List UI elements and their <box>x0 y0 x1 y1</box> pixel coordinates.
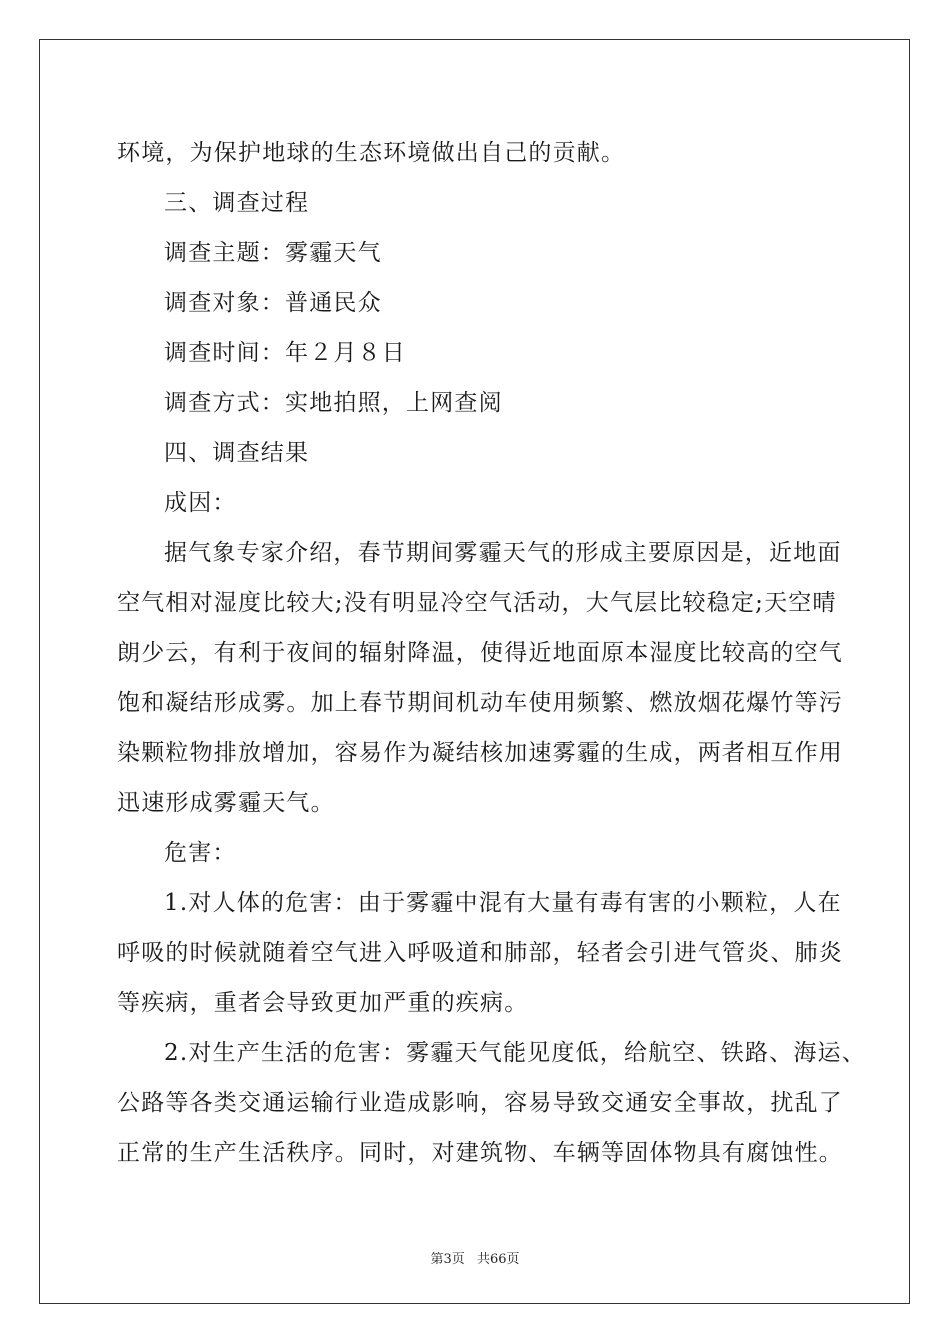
section-heading: 四、调查结果 <box>164 440 310 466</box>
text-line: 饱和凝结形成雾。加上春节期间机动车使用频繁、燃放烟花爆竹等污 <box>117 690 843 716</box>
text-line: 公路等各类交通运输行业造成影响，容易导致交通安全事故，扰乱了 <box>117 1090 843 1116</box>
page-number: 第3页 <box>430 1252 465 1267</box>
page-footer <box>0 1248 950 1267</box>
survey-topic: 调查主题：雾霾天气 <box>164 240 382 266</box>
subheading-causes: 成因： <box>164 490 237 516</box>
document-body <box>117 128 866 1178</box>
text-line: 等疾病，重者会导致更加严重的疾病。 <box>117 990 529 1016</box>
text-line: 环境，为保护地球的生态环境做出自己的贡献。 <box>117 140 626 166</box>
text-line: 染颗粒物排放增加，容易作为凝结核加速雾霾的生成，两者相互作用 <box>117 740 843 766</box>
page-total: 共66页 <box>476 1252 520 1267</box>
survey-date: 调查时间：年２月８日 <box>164 340 406 366</box>
text-line: 空气相对湿度比较大;没有明显冷空气活动，大气层比较稳定;天空晴 <box>117 590 837 616</box>
text-line: 2.对生产生活的危害：雾霾天气能见度低，给航空、铁路、海运、 <box>164 1040 866 1066</box>
text-line: 朗少云，有利于夜间的辐射降温，使得近地面原本湿度比较高的空气 <box>117 640 843 666</box>
text-line: 呼吸的时候就随着空气进入呼吸道和肺部，轻者会引进气管炎、肺炎 <box>117 940 843 966</box>
survey-subject: 调查对象：普通民众 <box>164 290 382 316</box>
text-line: 据气象专家介绍，春节期间雾霾天气的形成主要原因是，近地面 <box>164 540 842 566</box>
text-line: 迅速形成雾霾天气。 <box>117 790 335 816</box>
section-heading: 三、调查过程 <box>164 190 310 216</box>
text-line: 正常的生产生活秩序。同时，对建筑物、车辆等固体物具有腐蚀性。 <box>117 1140 843 1166</box>
text-line: 1.对人体的危害：由于雾霾中混有大量有毒有害的小颗粒，人在 <box>164 890 842 916</box>
survey-method: 调查方式：实地拍照，上网查阅 <box>164 390 503 416</box>
subheading-hazards: 危害： <box>164 840 237 866</box>
